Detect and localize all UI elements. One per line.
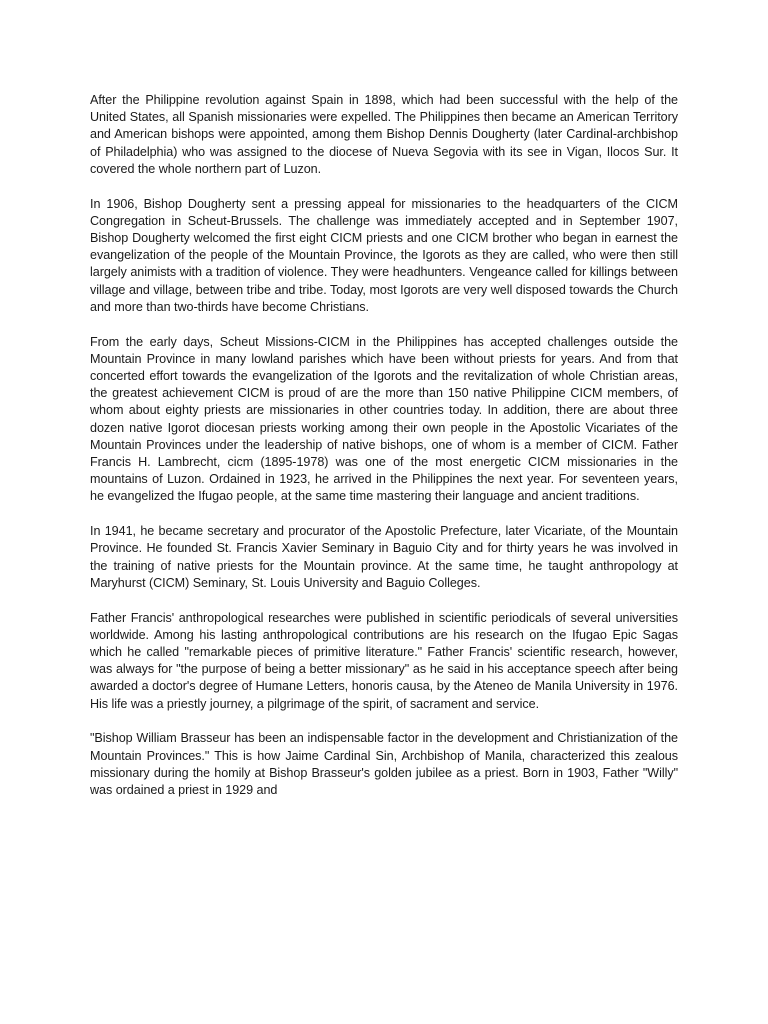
paragraph-1941-secretary: In 1941, he became secretary and procurator of the Apostolic Prefecture, later Vicariate, of the Mountain Province. He founded St. Francis Xavier Seminary in Baguio City and for thirty years he was involved in the training of native priests for the Mountain province. At the same time, he taught anthropology at Maryhurst (CICM) Seminary, St. Louis University and Baguio Colleges. (90, 524, 678, 590)
paragraph-bishop-dougherty-appeal: In 1906, Bishop Dougherty sent a pressing appeal for missionaries to the headquarters of the CICM Congregation in Scheut-Brussels. The challenge was immediately accepted and in September 1907, Bishop Dougherty welcomed the first eight CICM priests and one CICM brother who began in earnest the evangelization of the people of the Mountain Province, the Igorots as they are called, who were then still largely animists with a tradition of violence. They were headhunters. Vengeance called for killings between village and village, between tribe and tribe. Today, most Igorots are very well disposed towards the Church and more than two-thirds have become Christians. (90, 196, 678, 314)
document-page (90, 92, 678, 817)
paragraph-anthropological-research: Father Francis' anthropological researches were published in scientific periodicals of several universities worldwide. Among his lasting anthropological contributions are his research on the Ifugao Epic Sagas which he called "remarkable pieces of primitive literature." Father Francis' scientific research, however, was always for "the purpose of being a better missionary" as he said in his acceptance speech after being awarded a doctor's degree of Humane Letters, honoris causa, by the Ateneo de Manila University in 1976. His life was a priestly journey, a pilgrimage of the spirit, of sacrament and service. (90, 610, 678, 711)
paragraph-philippine-revolution: After the Philippine revolution against Spain in 1898, which had been successful with the help of the United States, all Spanish missionaries were expelled. The Philippines then became an American Territory and American bishops were appointed, among them Bishop Dennis Dougherty (later Cardinal-archbishop of Philadelphia) who was assigned to the diocese of Nueva Segovia with its see in Vigan, Ilocos Sur. It covered the whole northern part of Luzon. (90, 93, 678, 176)
paragraph-scheut-missions: From the early days, Scheut Missions-CICM in the Philippines has accepted challenges outside the Mountain Province in many lowland parishes which have been without priests for years. And from that concerted effort towards the evangelization of the Igorots and the revitalization of whole Christian areas, the greatest achievement CICM is proud of are the more than 150 native Philippine CICM members, of whom about eighty priests are missionaries in other countries today. In addition, there are about three dozen native Igorot diocesan priests working among their own people in the Apostolic Vicariates of the Mountain Provinces under the leadership of native bishops, one of whom is a member of CICM. Father Francis H. Lambrecht, cicm (1895-1978) was one of the most energetic CICM missionaries in the mountains of Luzon. Ordained in 1923, he arrived in the Philippines the next year. For seventeen years, he evangelized the Ifugao people, at the same time mastering their language and ancient traditions. (90, 334, 678, 504)
paragraph-bishop-brasseur: "Bishop William Brasseur has been an indispensable factor in the development and Christianization of the Mountain Provinces." This is how Jaime Cardinal Sin, Archbishop of Manila, characterized this zealous missionary during the homily at Bishop Brasseur's golden jubilee as a priest. Born in 1903, Father "Willy" was ordained a priest in 1929 and (90, 731, 678, 798)
